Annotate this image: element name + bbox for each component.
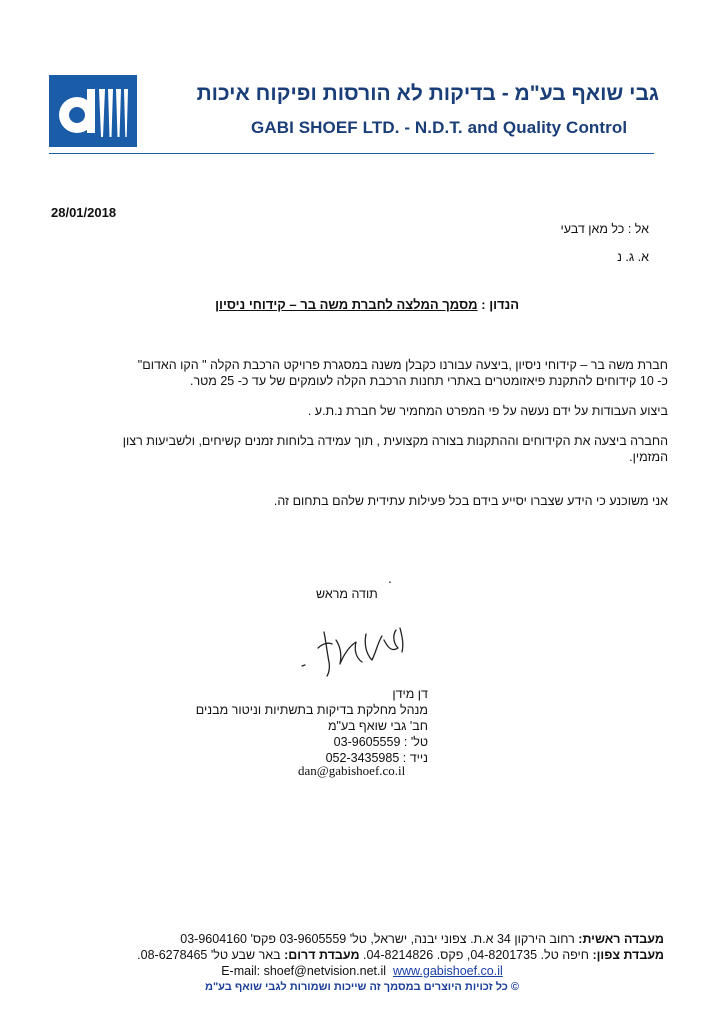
paragraph-1-line-1: חברת משה בר – קידוחי ניסיון ,ביצעה עבורנו כקבלן משנה במסגרת פרויקט הרכבת הקלה " הקו האדום" [137, 358, 668, 372]
company-name-hebrew: גבי שואף בע"מ - בדיקות לא הורסות ופיקוח איכות [196, 82, 659, 105]
signer-title: מנהל מחלקת בדיקות בתשתיות וניטור מבנים [195, 703, 428, 717]
greeting-line: א. ג. נ [617, 250, 649, 264]
footer-south-label: מעבדת דרום: [284, 948, 363, 962]
recipient-line: אל : כל מאן דבעי [560, 222, 649, 236]
subject-line [215, 297, 519, 312]
footer-website-link[interactable]: www.gabishoef.co.il [393, 964, 503, 978]
paragraph-3-line-2: המזמין. [629, 450, 668, 464]
footer-hq-line [60, 931, 664, 947]
footer-north-label: מעבדת צפון: [592, 948, 664, 962]
signer-mobile: נייד : 052-3435985 [325, 751, 428, 765]
paragraph-2: ביצוע העבודות על ידם נעשה על פי המפרט המחמיר של חברת נ.ת.ע . [307, 404, 668, 418]
signer-email-link[interactable]: dan@gabishoef.co.il [298, 763, 406, 778]
header-divider [49, 153, 654, 154]
paragraph-4: אני משוכנע כי הידע שצברו יסייע בידם בכל פעילות עתידית שלהם בתחום זה. [273, 494, 668, 508]
signer-details [196, 686, 428, 766]
letter-footer [60, 931, 664, 995]
letter-date: 28/01/2018 [51, 205, 117, 220]
footer-hq-label: מעבדה ראשית: [578, 932, 664, 946]
footer-south-text: באר שבע טל' 08-6278465. [137, 948, 285, 962]
handwritten-signature [296, 618, 416, 680]
paragraph-3-line-1: החברה ביצעה את הקידוחים וההתקנות בצורה מקצועית , תוך עמידה בלוחות זמנים קשיחים, ולשביעות רצון [122, 434, 668, 448]
closing-line: תודה מראש [316, 587, 378, 601]
footer-contact-line [60, 963, 664, 979]
signer-name: דן מידן [392, 687, 428, 701]
company-logo [49, 75, 137, 147]
footer-branches-line [60, 947, 664, 963]
footer-email[interactable]: E-mail: shoef@netvision.net.il [221, 964, 387, 978]
stray-dot: . [388, 572, 392, 586]
signer-phone: טל' : 03-9605559 [333, 735, 428, 749]
subject-text: מסמך המלצה לחברת משה בר – קידוחי ניסיון [215, 297, 478, 312]
company-name-english: GABI SHOEF LTD. - N.D.T. and Quality Control [251, 118, 628, 137]
paragraph-1-line-2: כ- 10 קידוחים להתקנת פיאזומטרים באתרי תחנות הרכבת הקלה לעומקים של עד כ- 25 מטר. [189, 374, 668, 388]
subject-label: הנדון : [481, 297, 519, 312]
footer-hq-text: רחוב הירקון 34 א.ת. צפוני יבנה, ישראל, טל' 03-9605559 פקס' 03-9604160 [180, 932, 579, 946]
footer-north-text: חיפה טל. 04-8201735, פקס. 04-8214826. [363, 948, 593, 962]
footer-copyright: © כל זכויות היוצרים במסמך זה שייכות ושמורות לגבי שואף בע"מ [204, 981, 520, 993]
signer-company: חב' גבי שואף בע"מ [327, 719, 428, 733]
